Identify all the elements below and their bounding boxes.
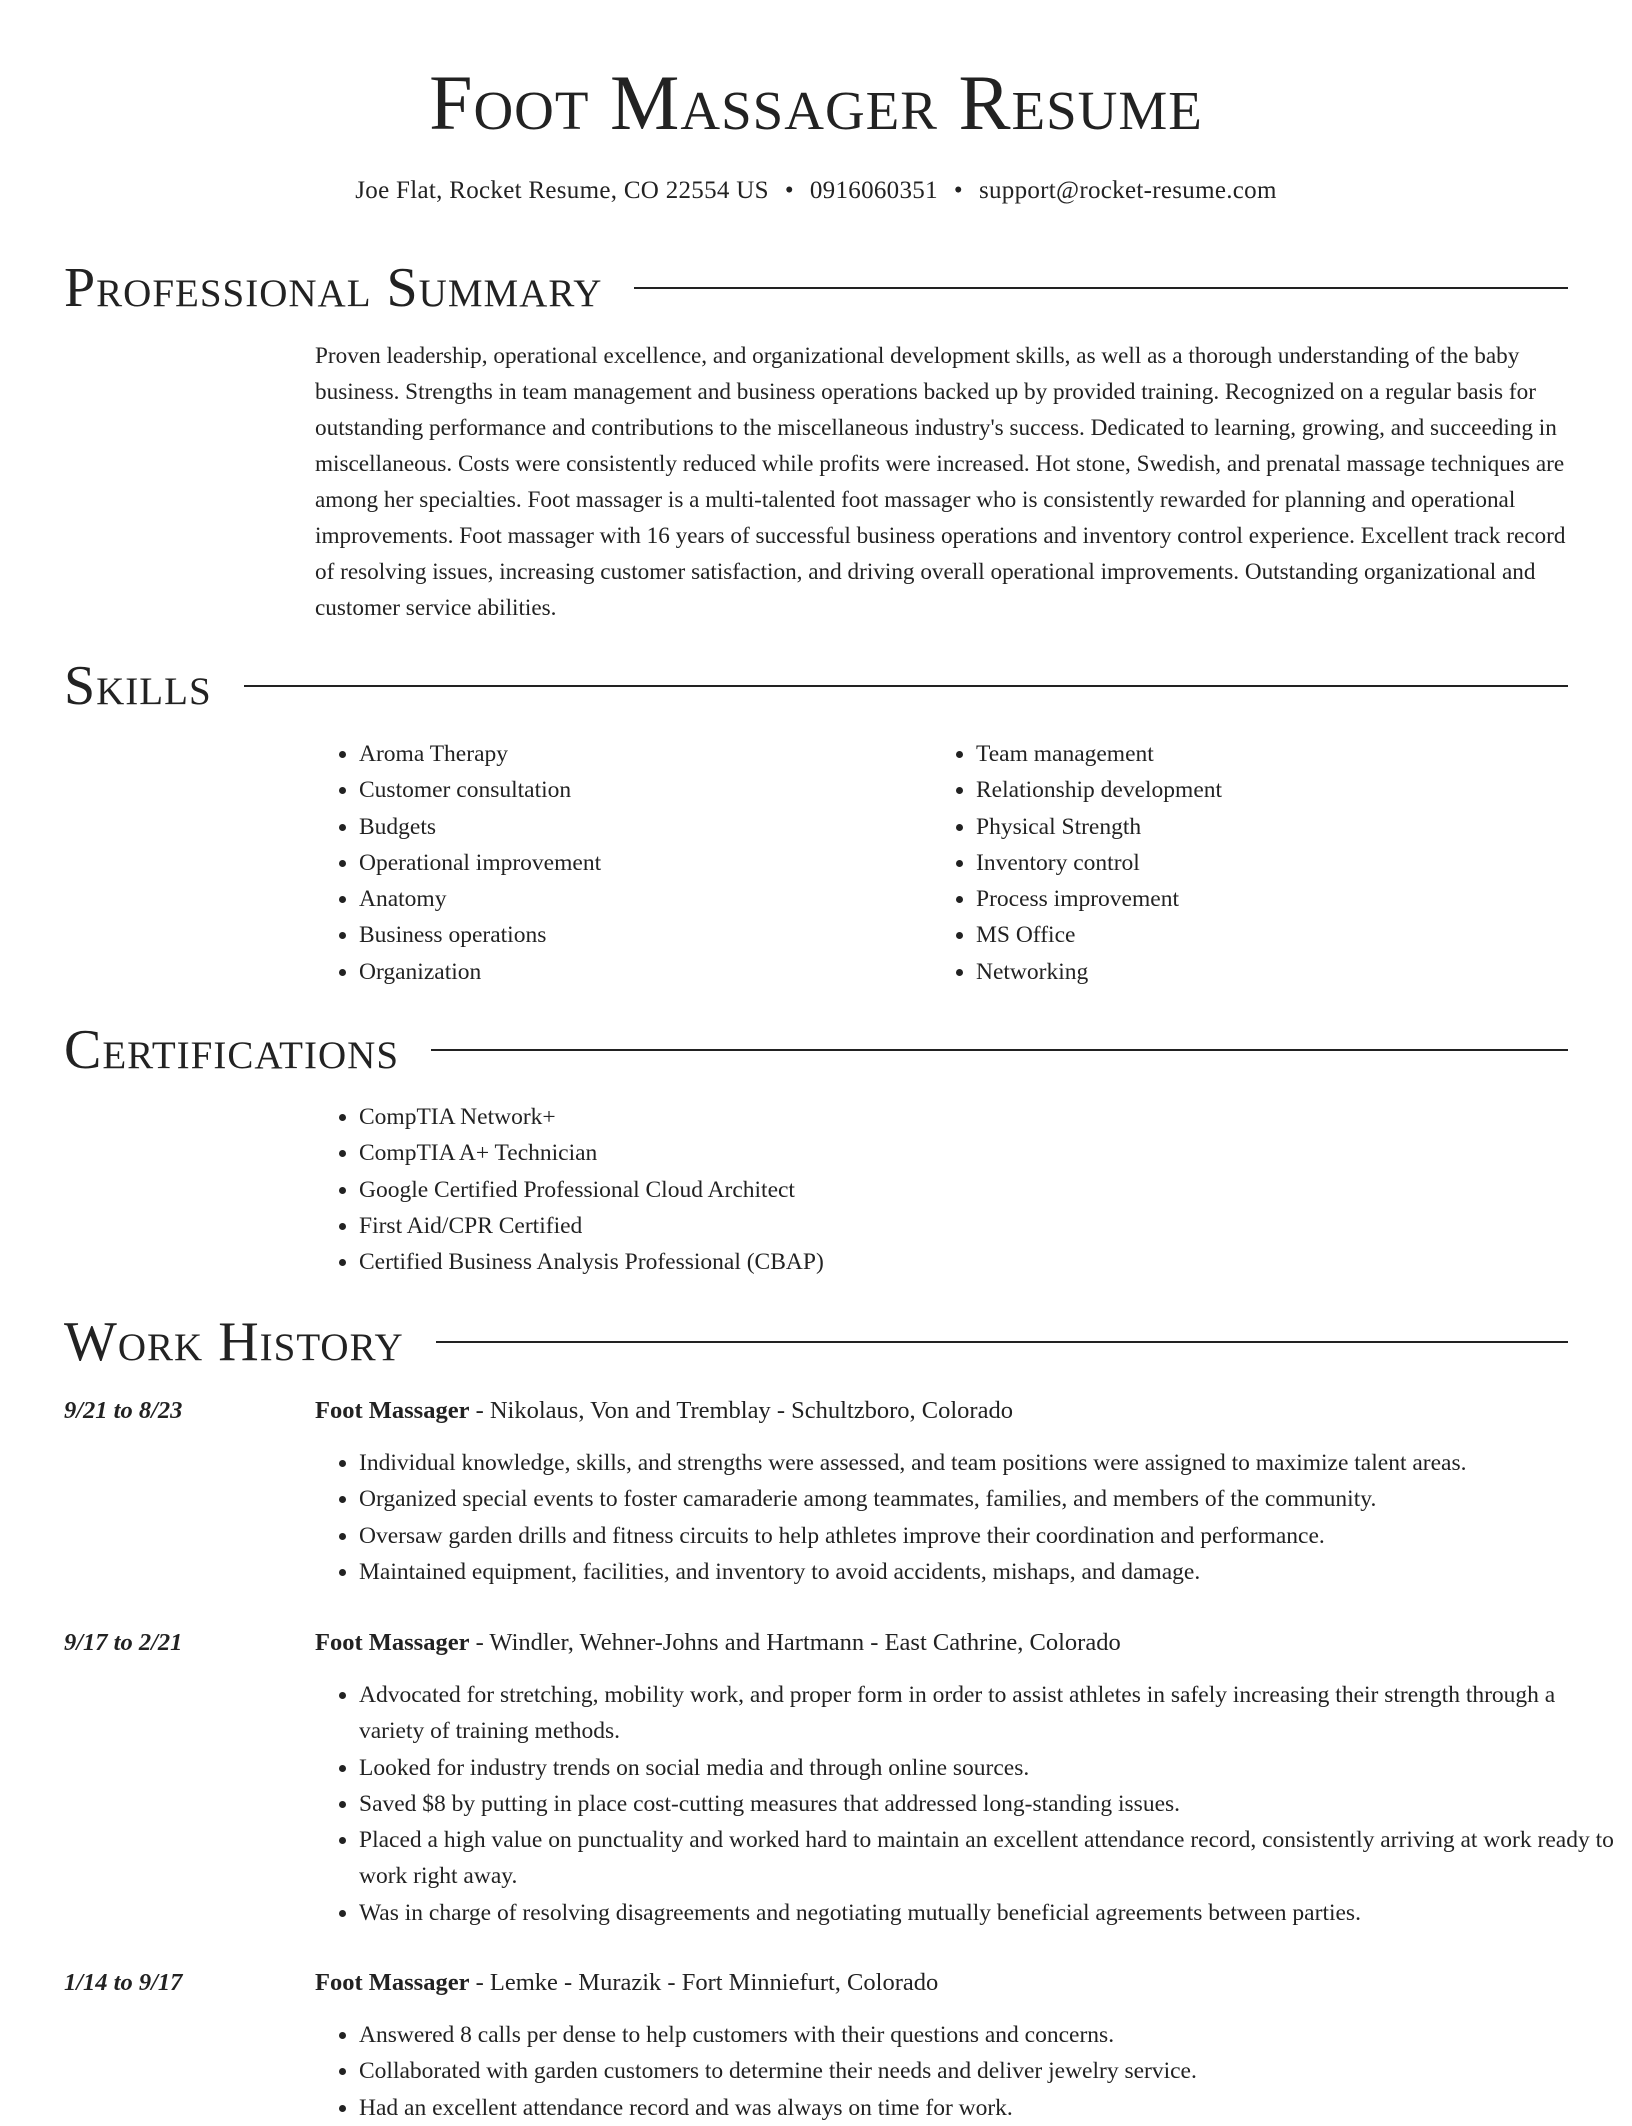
job-employer: - Nikolaus, Von and Tremblay - Schultzboro, Colorado	[469, 1397, 1013, 1424]
section-header-skills	[64, 654, 1568, 718]
skill-item: • Business operations	[359, 917, 919, 953]
certification-item: • Google Certified Professional Cloud Architect	[359, 1172, 1614, 1208]
page-title: Foot Massager Resume	[429, 59, 1203, 146]
section-title-skills: Skills	[64, 655, 212, 717]
job-bullet: • Oversaw garden drills and fitness circuits to help athletes improve their coordination and performance.	[359, 1518, 1614, 1554]
section-divider	[634, 287, 1568, 289]
skill-item: • Process improvement	[976, 881, 1596, 917]
section-title-certifications: Certifications	[64, 1019, 400, 1081]
skill-item: • Organization	[359, 954, 919, 990]
section-divider	[244, 685, 1568, 687]
contact-line	[0, 174, 1632, 208]
job-bullets	[315, 1445, 1614, 1590]
skill-item: • MS Office	[976, 917, 1596, 953]
certification-item: • CompTIA Network+	[359, 1099, 1614, 1135]
section-header-summary	[64, 256, 1568, 320]
certification-item: • First Aid/CPR Certified	[359, 1208, 1614, 1244]
job-bullet: • Collaborated with garden customers to determine their needs and deliver jewelry service.	[359, 2053, 1614, 2089]
certification-item: • Certified Business Analysis Professional (CBAP)	[359, 1244, 1614, 1280]
contact-email: support@rocket-resume.com	[978, 177, 1277, 204]
job-heading	[315, 1394, 1570, 1428]
skills-list-left	[315, 736, 919, 990]
job-bullet: • Placed a high value on punctuality and worked hard to maintain an excellent attendance record, consistently arriving at work ready to work right away.	[359, 1822, 1614, 1895]
contact-address: Joe Flat, Rocket Resume, CO 22554 US	[355, 177, 769, 204]
skill-item: • Team management	[976, 736, 1596, 772]
job-bullet: • Advocated for stretching, mobility work, and proper form in order to assist athletes in safely increasing their strength through a variety of training methods.	[359, 1677, 1614, 1750]
skill-item: • Budgets	[359, 809, 919, 845]
skill-item: • Relationship development	[976, 772, 1596, 808]
job-bullets	[315, 2017, 1614, 2126]
job-dates: 9/21 to 8/23	[64, 1397, 183, 1424]
job-bullet: • Individual knowledge, skills, and strengths were assessed, and team positions were assigned to maximize talent areas.	[359, 1445, 1614, 1481]
skill-item: • Aroma Therapy	[359, 736, 919, 772]
section-divider	[436, 1341, 1568, 1343]
job-dates: 9/17 to 2/21	[64, 1629, 183, 1656]
job-role: Foot Massager	[315, 1969, 470, 1996]
job-bullets	[315, 1677, 1614, 1931]
skills-list-right	[932, 736, 1596, 990]
job-heading	[315, 1626, 1570, 1660]
job-heading	[315, 1966, 1570, 2000]
skill-item: • Customer consultation	[359, 772, 919, 808]
skill-item: • Anatomy	[359, 881, 919, 917]
contact-separator: •	[784, 177, 794, 204]
section-title-summary: Professional Summary	[64, 257, 603, 319]
certification-item: • CompTIA A+ Technician	[359, 1135, 1614, 1171]
job-bullet: • Had an excellent attendance record and was always on time for work.	[359, 2090, 1614, 2126]
job-employer: - Windler, Wehner-Johns and Hartmann - East Cathrine, Colorado	[469, 1629, 1121, 1656]
job-role: Foot Massager	[315, 1397, 470, 1424]
job-employer: - Lemke - Murazik - Fort Minniefurt, Colorado	[469, 1969, 939, 1996]
section-title-work-history: Work History	[64, 1311, 404, 1373]
job-bullet: • Maintained equipment, facilities, and inventory to avoid accidents, mishaps, and damage.	[359, 1554, 1614, 1590]
job-bullet: • Organized special events to foster camaraderie among teammates, families, and members of the community.	[359, 1481, 1614, 1517]
summary-text: Proven leadership, operational excellence, and organizational development skills, as well as a thorough understanding of the baby business. Strengths in team management and business operations backed up by provided training. Recognized on a regular basis for outstanding performance and contributions to the miscellaneous industry's success. Dedicated to learning, growing, and succeeding in miscellaneous. Costs were consistently reduced while profits were increased. Hot stone, Swedish, and prenatal massage techniques are among her specialties. Foot massager is a multi-talented foot massager who is consistently rewarded for planning and operational improvements. Foot massager with 16 years of successful business operations and inventory control experience. Excellent track record of resolving issues, increasing customer satisfaction, and driving overall operational improvements. Outstanding organizational and customer service abilities.	[315, 343, 1566, 621]
job-dates: 1/14 to 9/17	[64, 1969, 183, 1996]
section-divider	[431, 1049, 1568, 1051]
section-header-work-history	[64, 1310, 1568, 1374]
job-bullet: • Was in charge of resolving disagreements and negotiating mutually beneficial agreements between parties.	[359, 1895, 1614, 1931]
job-role: Foot Massager	[315, 1629, 470, 1656]
skill-item: • Networking	[976, 954, 1596, 990]
skill-item: • Inventory control	[976, 845, 1596, 881]
skill-item: • Physical Strength	[976, 809, 1596, 845]
section-header-certifications	[64, 1018, 1568, 1082]
job-bullet: • Saved $8 by putting in place cost-cutting measures that addressed long-standing issues.	[359, 1786, 1614, 1822]
job-bullet: • Answered 8 calls per dense to help customers with their questions and concerns.	[359, 2017, 1614, 2053]
skill-item: • Operational improvement	[359, 845, 919, 881]
certifications-list	[315, 1099, 1614, 1280]
job-bullet: • Looked for industry trends on social media and through online sources.	[359, 1750, 1614, 1786]
contact-phone: 0916060351	[809, 177, 938, 204]
contact-separator: •	[953, 177, 963, 204]
